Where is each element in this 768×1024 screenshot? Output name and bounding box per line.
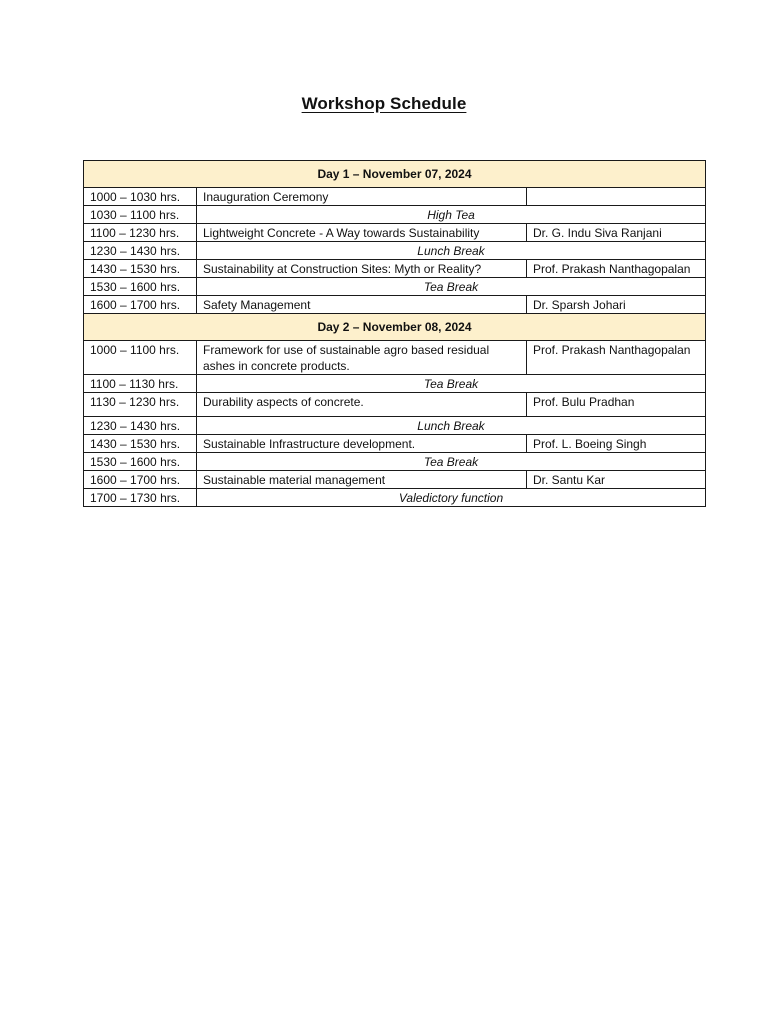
speaker-cell: Prof. Prakash Nanthagopalan	[527, 341, 706, 375]
table-row	[84, 453, 706, 471]
table-row	[84, 296, 706, 314]
time-cell: 1430 – 1530 hrs.	[84, 260, 197, 278]
time-cell: 1230 – 1430 hrs.	[84, 242, 197, 260]
speaker-cell: Prof. L. Boeing Singh	[527, 435, 706, 453]
break-cell: Tea Break	[197, 375, 706, 393]
table-row	[84, 393, 706, 417]
speaker-cell: Dr. Sparsh Johari	[527, 296, 706, 314]
table-row	[84, 188, 706, 206]
break-cell: Tea Break	[197, 453, 706, 471]
topic-cell: Durability aspects of concrete.	[197, 393, 527, 417]
table-row	[84, 278, 706, 296]
time-cell: 1430 – 1530 hrs.	[84, 435, 197, 453]
schedule-table	[83, 160, 706, 507]
time-cell: 1000 – 1030 hrs.	[84, 188, 197, 206]
break-cell: High Tea	[197, 206, 706, 224]
day-header: Day 2 – November 08, 2024	[84, 314, 706, 341]
time-cell: 1600 – 1700 hrs.	[84, 296, 197, 314]
table-row	[84, 471, 706, 489]
table-row	[84, 341, 706, 375]
break-cell: Tea Break	[197, 278, 706, 296]
speaker-cell: Dr. G. Indu Siva Ranjani	[527, 224, 706, 242]
page-title: Workshop Schedule	[301, 94, 467, 113]
time-cell: 1230 – 1430 hrs.	[84, 417, 197, 435]
time-cell: 1100 – 1230 hrs.	[84, 224, 197, 242]
time-cell: 1000 – 1100 hrs.	[84, 341, 197, 375]
table-row	[84, 224, 706, 242]
topic-cell: Framework for use of sustainable agro based residual ashes in concrete products.	[197, 341, 527, 375]
topic-cell: Inauguration Ceremony	[197, 188, 527, 206]
time-cell: 1530 – 1600 hrs.	[84, 453, 197, 471]
topic-cell: Lightweight Concrete - A Way towards Sustainability	[197, 224, 527, 242]
speaker-cell	[527, 188, 706, 206]
topic-cell: Safety Management	[197, 296, 527, 314]
time-cell: 1530 – 1600 hrs.	[84, 278, 197, 296]
topic-cell: Sustainability at Construction Sites: Myth or Reality?	[197, 260, 527, 278]
table-row	[84, 435, 706, 453]
break-cell: Valedictory function	[197, 489, 706, 507]
table-row	[84, 489, 706, 507]
time-cell: 1100 – 1130 hrs.	[84, 375, 197, 393]
table-row	[84, 260, 706, 278]
break-cell: Lunch Break	[197, 242, 706, 260]
topic-cell: Sustainable material management	[197, 471, 527, 489]
time-cell: 1600 – 1700 hrs.	[84, 471, 197, 489]
day-header: Day 1 – November 07, 2024	[84, 161, 706, 188]
day-header-row	[84, 161, 706, 188]
table-row	[84, 375, 706, 393]
table-row	[84, 242, 706, 260]
time-cell: 1130 – 1230 hrs.	[84, 393, 197, 417]
break-cell: Lunch Break	[197, 417, 706, 435]
speaker-cell: Prof. Bulu Pradhan	[527, 393, 706, 417]
table-row	[84, 206, 706, 224]
table-row	[84, 417, 706, 435]
speaker-cell: Dr. Santu Kar	[527, 471, 706, 489]
topic-cell: Sustainable Infrastructure development.	[197, 435, 527, 453]
day-header-row	[84, 314, 706, 341]
time-cell: 1700 – 1730 hrs.	[84, 489, 197, 507]
speaker-cell: Prof. Prakash Nanthagopalan	[527, 260, 706, 278]
time-cell: 1030 – 1100 hrs.	[84, 206, 197, 224]
